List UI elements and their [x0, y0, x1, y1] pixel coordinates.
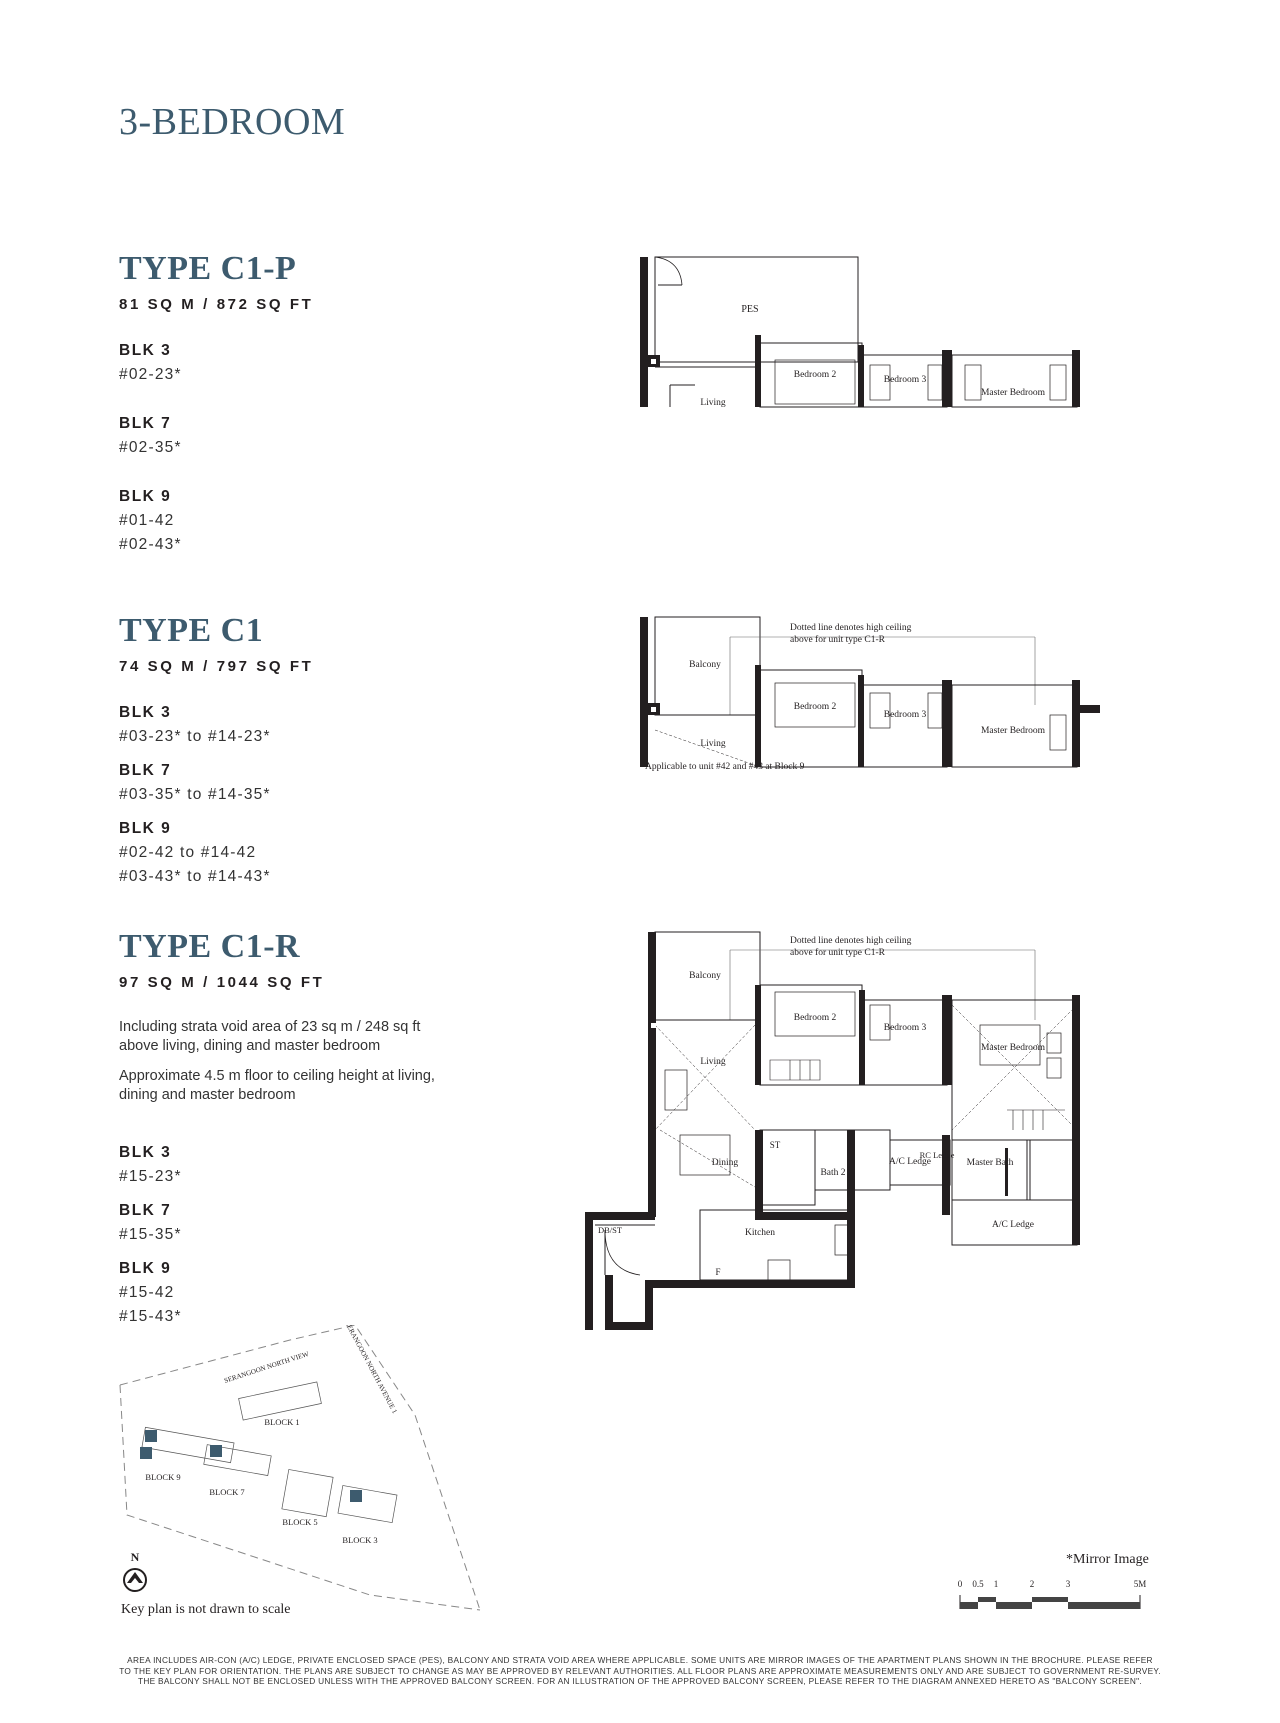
north-arrow-icon — [124, 1569, 146, 1591]
page-title: 3-BEDROOM — [119, 101, 346, 143]
c1-room-master-bedroom: Master Bedroom — [980, 726, 1046, 736]
type-c1r-title: TYPE C1-R — [119, 928, 301, 965]
c1r-room-master-bedroom: Master Bedroom — [980, 1043, 1046, 1053]
c1-blk-3-label: BLK 3 — [119, 704, 172, 721]
c1r-room-st: ST — [769, 1140, 781, 1150]
type-c1-title: TYPE C1 — [119, 612, 264, 649]
key-plan-caption: Key plan is not drawn to scale — [121, 1602, 291, 1617]
c1r-room-kitchen: Kitchen — [744, 1228, 776, 1238]
c1p-room-bedroom-3: Bedroom 3 — [883, 375, 927, 385]
c1-blk-3-unit: #03-23* to #14-23* — [119, 728, 271, 745]
scale-tick-0-5: 0.5 — [972, 1579, 984, 1589]
disclaimer-line-2: TO THE KEY PLAN FOR ORIENTATION. THE PLANS ARE SUBJECT TO CHANGE AS MAY BE APPROVED BY RELEVANT AUTHORITIES. ALL FLOOR PLANS ARE APPROXIMATE MEASUREMENTS ONLY AND ARE SUBJECT TO GOVERNMENT RE-SURVEY. — [119, 1665, 1161, 1676]
scale-bar — [950, 1575, 1170, 1625]
c1-blk-9-label: BLK 9 — [119, 820, 172, 837]
c1r-room-dining: Dining — [711, 1158, 739, 1168]
c1-room-bedroom-3: Bedroom 3 — [883, 710, 927, 720]
c1r-room-ac-ledge-2: A/C Ledge — [992, 1220, 1034, 1230]
c1-room-bedroom-2: Bedroom 2 — [793, 702, 837, 712]
floor-plan-c1 — [640, 615, 1100, 780]
c1r-blk-9-unit-1: #15-42 — [119, 1284, 175, 1301]
key-plan-block-1: BLOCK 1 — [264, 1417, 300, 1427]
c1-blk-9-unit-2: #03-43* to #14-43* — [119, 868, 271, 885]
c1r-note-ceiling: Approximate 4.5 m floor to ceiling height at living, dining and master bedroom — [119, 1068, 435, 1103]
disclaimer-line-1: AREA INCLUDES AIR-CON (A/C) LEDGE, PRIVATE ENCLOSED SPACE (PES), BALCONY AND STRATA VOID AREA WHERE APPLICABLE. SOME UNITS ARE MIRROR IMAGES OF THE APARTMENT PLANS SHOWN IN THE BROCHURE. PLEASE REFER — [127, 1655, 1153, 1665]
c1-blk-7-label: BLK 7 — [119, 762, 172, 779]
c1-dotted-note-2: above for unit type C1-R — [790, 635, 885, 645]
c1p-blk-9-unit-2: #02-43* — [119, 536, 182, 553]
c1r-room-ac-ledge: A/C Ledge — [889, 1157, 931, 1167]
c1p-blk-7-unit: #02-35* — [119, 439, 182, 456]
floor-plan-c1r — [585, 930, 1095, 1335]
c1r-blk-9-label: BLK 9 — [119, 1260, 172, 1277]
c1r-room-master-bath: Master Bath — [966, 1158, 1014, 1168]
key-plan-block-9: BLOCK 9 — [145, 1472, 181, 1482]
key-plan-block-5: BLOCK 5 — [282, 1517, 318, 1527]
type-c1-area: 74 SQ M / 797 SQ FT — [119, 658, 314, 675]
c1r-dotted-note-1: Dotted line denotes high ceiling — [790, 936, 912, 946]
c1-applicable-note: Applicable to unit #42 and #43 at Block 9 — [645, 762, 805, 772]
c1r-room-fridge: F — [715, 1267, 721, 1277]
c1r-blk-9-unit-2: #15-43* — [119, 1308, 182, 1325]
c1r-dotted-note-2: above for unit type C1-R — [790, 948, 885, 958]
c1r-blk-3-unit: #15-23* — [119, 1168, 182, 1185]
c1-room-living: Living — [700, 739, 726, 749]
c1-room-balcony: Balcony — [689, 660, 721, 670]
c1p-room-living: Living — [700, 398, 726, 408]
c1r-room-bedroom-2: Bedroom 2 — [793, 1013, 837, 1023]
scale-tick-0: 0 — [957, 1579, 963, 1589]
type-c1p-title: TYPE C1-P — [119, 250, 297, 287]
scale-tick-1: 1 — [993, 1579, 999, 1589]
disclaimer — [110, 1655, 1170, 1687]
key-plan-block-3: BLOCK 3 — [342, 1535, 378, 1545]
c1p-blk-9-unit-1: #01-42 — [119, 512, 175, 529]
floor-plan-c1p — [640, 255, 1100, 420]
scale-tick-5m: 5M — [1133, 1579, 1147, 1589]
c1r-note-strata: Including strata void area of 23 sq m / 248 sq ft above living, dining and master bedroom — [119, 1019, 421, 1054]
c1r-room-bath-2: Bath 2 — [820, 1168, 846, 1178]
c1p-blk-7-label: BLK 7 — [119, 415, 172, 432]
scale-tick-2: 2 — [1029, 1579, 1035, 1589]
scale-tick-3: 3 — [1065, 1579, 1071, 1589]
c1p-blk-3-unit: #02-23* — [119, 366, 182, 383]
c1p-room-pes: PES — [741, 304, 759, 315]
key-plan — [115, 1325, 495, 1620]
c1-blk-9-unit-1: #02-42 to #14-42 — [119, 844, 257, 861]
c1p-room-bedroom-2: Bedroom 2 — [793, 370, 837, 380]
disclaimer-line-3: THE BALCONY SHALL NOT BE ENCLOSED UNLESS WITH THE APPROVED BALCONY SCREEN. FOR AN ILLUSTRATION OF THE APPROVED BALCONY SCREEN, PLEASE REFER TO THE DIAGRAM ANNEXED HERETO AS "BALCONY SCREEN". — [137, 1676, 1143, 1686]
c1p-blk-3-label: BLK 3 — [119, 342, 172, 359]
c1r-blk-7-label: BLK 7 — [119, 1202, 172, 1219]
c1-blk-7-unit: #03-35* to #14-35* — [119, 786, 271, 803]
c1r-blk-3-label: BLK 3 — [119, 1144, 172, 1161]
mirror-image-note: *Mirror Image — [1066, 1552, 1149, 1567]
c1p-blk-9-label: BLK 9 — [119, 488, 172, 505]
c1-dotted-note-1: Dotted line denotes high ceiling — [790, 623, 912, 633]
c1r-room-living: Living — [700, 1057, 726, 1067]
c1r-room-rc-ledge: RC Ledge — [919, 1150, 955, 1160]
c1r-blk-7-unit: #15-35* — [119, 1226, 182, 1243]
c1p-room-master-bedroom: Master Bedroom — [980, 388, 1046, 398]
key-plan-road-avenue: SERANGOON NORTH AVENUE 1 — [343, 1325, 399, 1415]
key-plan-block-7: BLOCK 7 — [209, 1487, 245, 1497]
type-c1p-area: 81 SQ M / 872 SQ FT — [119, 296, 314, 313]
c1r-room-db-st: DB/ST — [597, 1225, 623, 1235]
key-plan-road-view: SERANGOON NORTH VIEW — [223, 1349, 310, 1385]
type-c1r-area: 97 SQ M / 1044 SQ FT — [119, 974, 325, 991]
c1r-room-bedroom-3: Bedroom 3 — [883, 1023, 927, 1033]
north-label: N — [130, 1550, 140, 1564]
c1r-room-balcony: Balcony — [689, 971, 721, 981]
